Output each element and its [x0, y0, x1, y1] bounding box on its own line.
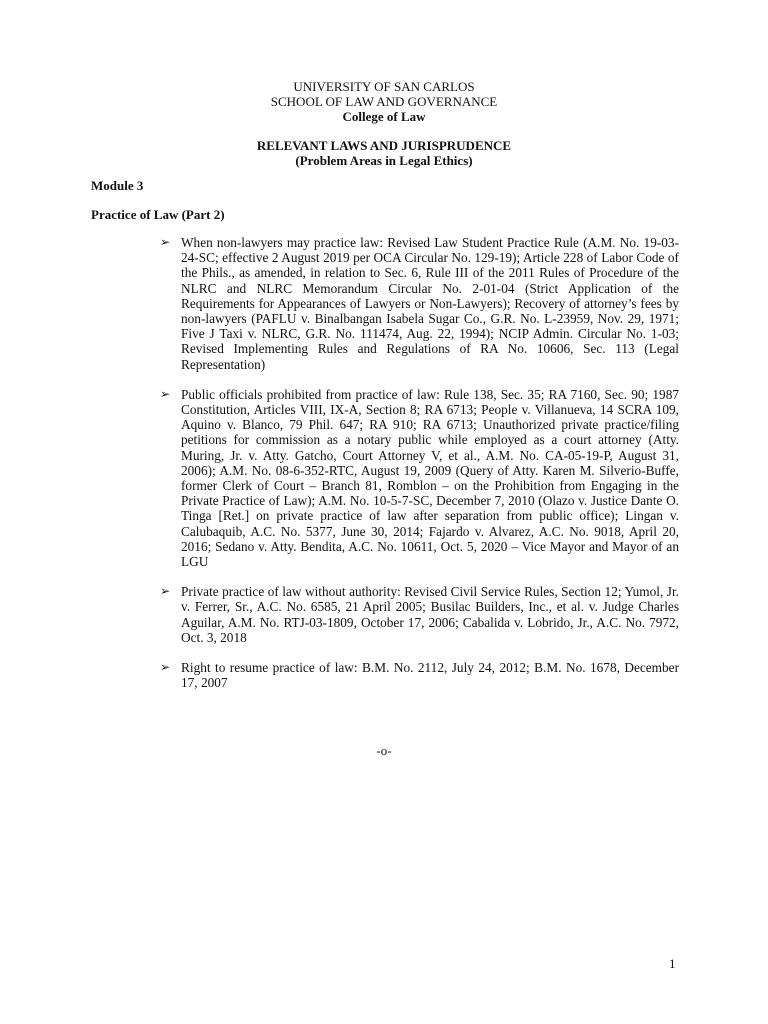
topic-list — [160, 235, 679, 705]
page-number: 1 — [669, 956, 676, 971]
arrowhead-bullet-icon: ➢ — [160, 660, 171, 675]
module-heading: Module 3 — [91, 178, 144, 193]
document-subtitle: (Problem Areas in Legal Ethics) — [295, 153, 473, 168]
list-item-text: Right to resume practice of law: B.M. No. 2112, July 24, 2012; B.M. No. 1678, December 17, 2007 — [181, 660, 679, 691]
list-item-text: Public officials prohibited from practice of law: Rule 138, Sec. 35; RA 7160, Sec. 90; 1987 Constitution, Articles VIII, IX-A, Section 8; RA 6713; People v. Villanueva, 14 SCRA 109, Aquino v. Blanco, 79 Phil. 647; RA 910; RA 6713; Unauthorized private practice/filing petitions for commission as a notary public while employed as a court attorney (Atty. Muring, Jr. v. Atty. Gatcho, Court Attorney V, et al., A.M. No. CA-05-19-P, August 31, 2006); A.M. No. 08-6-352-RTC, August 19, 2009 (Query of Atty. Karen M. Silverio-Buffe, former Clerk of Court – Branch 81, Romblon – on the Prohibition from Engaging in the Private Practice of Law); A.M. No. 10-5-7-SC, December 7, 2010 (Olazo v. Justice Dante O. Tinga [Ret.] on private practice of law after separation from public office); Lingan v. Calubaquib, A.C. No. 5377, June 30, 2014; Fajardo v. Alvarez, A.C. No. 9018, April 20, 2016; Sedano v. Atty. Bendita, A.C. No. 10611, Oct. 5, 2020 – Vice Mayor and Mayor of an LGU — [181, 386, 679, 570]
list-item — [160, 235, 679, 372]
list-item-text: Private practice of law without authority: Revised Civil Service Rules, Section 12; Yumol, Jr. v. Ferrer, Sr., A.C. No. 6585, 21 April 2005; Busilac Builders, Inc., et al. v. Judge Charles Aguilar, A.M. No. RTJ-03-1809, October 17, 2006; Cabalida v. Lobrido, Jr., A.C. No. 7972, Oct. 3, 2018 — [181, 584, 679, 645]
arrowhead-bullet-icon: ➢ — [160, 584, 171, 599]
arrowhead-bullet-icon: ➢ — [160, 235, 171, 249]
section-heading: Practice of Law (Part 2) — [91, 207, 225, 222]
arrowhead-bullet-icon: ➢ — [160, 386, 171, 401]
document-title: RELEVANT LAWS AND JURISPRUDENCE — [256, 138, 512, 153]
list-item — [160, 584, 679, 645]
school-name: SCHOOL OF LAW AND GOVERNANCE — [270, 94, 498, 109]
college-name: College of Law — [342, 109, 426, 124]
list-item-text: When non-lawyers may practice law: Revised Law Student Practice Rule (A.M. No. 19-03-24-SC; effective 2 August 2019 per OCA Circular No. 129-19); Article 228 of Labor Code of the Phils., as amended, in relation to Sec. 6, Rule III of the 2011 Rules of Procedure of the NLRC and NLRC Memorandum Circular No. 2-01-04 (Strict Application of the Requirements for Appearances of Lawyers or Non-Lawyers); Recovery of attorney’s fees by non-lawyers (PAFLU v. Binalbangan Isabela Sugar Co., G.R. No. L-23959, Nov. 29, 1971; Five J Taxi v. NLRC, G.R. No. 111474, Aug. 22, 1994); NCIP Admin. Circular No. 1-03; Revised Implementing Rules and Regulations of RA No. 10606, Sec. 113 (Legal Representation) — [181, 235, 679, 372]
university-name: UNIVERSITY OF SAN CARLOS — [293, 79, 475, 94]
list-item — [160, 387, 679, 569]
list-item — [160, 660, 679, 690]
end-separator: -o- — [376, 743, 392, 758]
